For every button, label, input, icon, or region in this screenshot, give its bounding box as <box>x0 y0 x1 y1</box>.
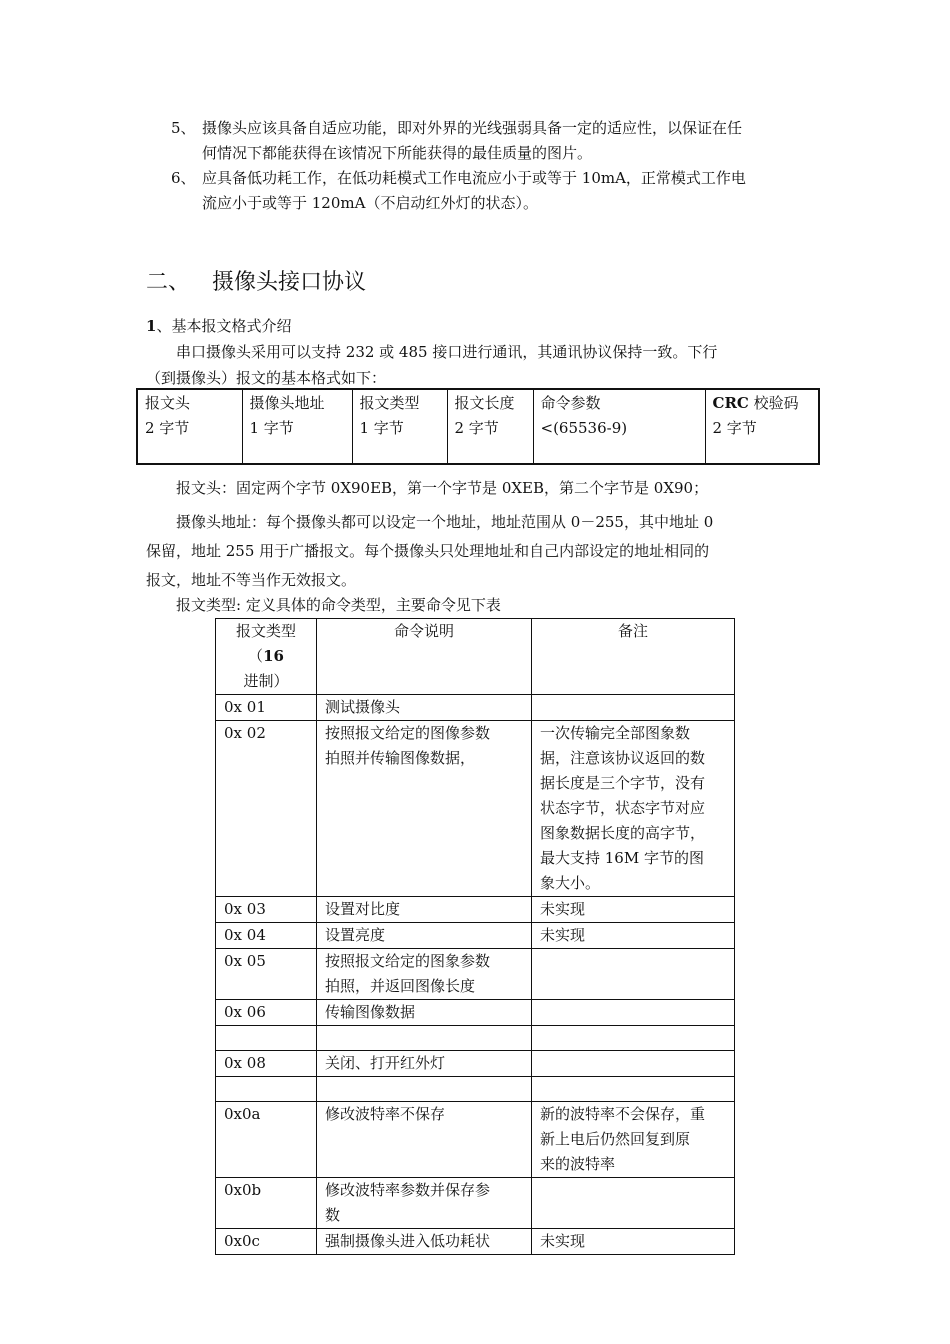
format-cell: 命令参数 <(65536-9) <box>533 389 705 464</box>
cmd-desc: 修改波特率不保存 <box>317 1102 532 1178</box>
cmd-code: 0x 04 <box>216 923 317 949</box>
section-heading <box>146 268 366 298</box>
cmd-code: 0x 05 <box>216 949 317 1000</box>
cmd-code: 0x 08 <box>216 1051 317 1077</box>
cmd-note <box>532 1000 735 1026</box>
desc-address-line: 保留，地址 255 用于广播报文。每个摄像头只处理地址和自己内部设定的地址相同的 <box>146 542 710 560</box>
subsection-number: 1 <box>146 317 157 335</box>
cmd-code: 0x 02 <box>216 721 317 897</box>
cmd-code: 0x 06 <box>216 1000 317 1026</box>
cmd-desc: 测试摄像头 <box>317 695 532 721</box>
table-row <box>216 1229 735 1255</box>
cmd-desc: 设置对比度 <box>317 897 532 923</box>
table-row <box>216 1026 735 1051</box>
subsection-heading <box>146 314 291 339</box>
table-row <box>216 923 735 949</box>
cmd-desc: 修改波特率参数并保存参 数 <box>317 1178 532 1229</box>
desc-address <box>146 508 806 595</box>
format-cell: 报文类型 1 字节 <box>352 389 447 464</box>
desc-type: 报文类型: 定义具体的命令类型，主要命令见下表 <box>176 596 501 614</box>
cmd-desc: 按照报文给定的图象参数 拍照，并返回图像长度 <box>317 949 532 1000</box>
cmd-note: 未实现 <box>532 1229 735 1255</box>
header-type: 报文类型 （16 进制） <box>216 619 317 695</box>
table-row <box>216 721 735 897</box>
cmd-desc: 按照报文给定的图像参数 拍照并传输图像数据， <box>317 721 532 897</box>
cmd-desc: 关闭、打开红外灯 <box>317 1051 532 1077</box>
cmd-desc <box>317 1077 532 1102</box>
list-number: 6、 <box>171 169 196 187</box>
cmd-note <box>532 695 735 721</box>
cmd-code <box>216 1026 317 1051</box>
intro-paragraph <box>146 339 806 391</box>
header-note: 备注 <box>532 619 735 695</box>
table-row <box>216 949 735 1000</box>
section-number: 二、 <box>146 270 191 295</box>
cmd-note: 未实现 <box>532 923 735 949</box>
desc-address-line: 报文，地址不等当作无效报文。 <box>146 571 357 589</box>
cmd-desc: 传输图像数据 <box>317 1000 532 1026</box>
cmd-note <box>532 949 735 1000</box>
cmd-note <box>532 1077 735 1102</box>
section-title: 摄像头接口协议 <box>212 270 367 295</box>
format-cell: 摄像头地址 1 字节 <box>242 389 352 464</box>
list-text-line: 何情况下都能获得在该情况下所能获得的最佳质量的图片。 <box>202 144 593 162</box>
cmd-note <box>532 1178 735 1229</box>
cmd-note: 新的波特率不会保存，重 新上电后仍然回复到原 来的波特率 <box>532 1102 735 1178</box>
cmd-code: 0x0c <box>216 1229 317 1255</box>
cmd-note <box>532 1051 735 1077</box>
cmd-note: 一次传输完全部图象数 据，注意该协议返回的数 据长度是三个字节，没有 状态字节，状态字节对应 图象数据长度的高字节， 最大支持 16M 字节的图 象大小。 <box>532 721 735 897</box>
desc-address-line: 摄像头地址：每个摄像头都可以设定一个地址，地址范围从 0－255，其中地址 0 <box>176 513 714 531</box>
list-text-line: 流应小于或等于 120mA（不启动红外灯的状态）。 <box>202 194 538 212</box>
subsection-title: 、基本报文格式介绍 <box>156 317 292 335</box>
intro-line: （到摄像头）报文的基本格式如下： <box>146 369 387 387</box>
table-row <box>216 1051 735 1077</box>
table-row <box>216 897 735 923</box>
list-item-6 <box>171 166 811 216</box>
list-number: 5、 <box>171 119 196 137</box>
command-table <box>215 618 735 1255</box>
cmd-note <box>532 1026 735 1051</box>
cmd-code: 0x 01 <box>216 695 317 721</box>
cmd-code: 0x0b <box>216 1178 317 1229</box>
cmd-desc: 强制摄像头进入低功耗状 <box>317 1229 532 1255</box>
command-header-row <box>216 619 735 695</box>
cmd-desc <box>317 1026 532 1051</box>
table-row <box>216 1102 735 1178</box>
cmd-code: 0x0a <box>216 1102 317 1178</box>
cmd-code: 0x 03 <box>216 897 317 923</box>
cmd-note: 未实现 <box>532 897 735 923</box>
format-cell: 报文头 2 字节 <box>137 389 242 464</box>
list-item-5 <box>171 116 811 166</box>
desc-header: 报文头：固定两个字节 0X90EB，第一个字节是 0XEB，第二个字节是 0X90； <box>176 479 709 497</box>
cmd-desc: 设置亮度 <box>317 923 532 949</box>
list-text-line: 摄像头应该具备自适应功能，即对外界的光线强弱具备一定的适应性，以保证在任 <box>202 119 743 137</box>
table-row <box>216 1000 735 1026</box>
table-row <box>216 695 735 721</box>
cmd-code <box>216 1077 317 1102</box>
message-format-table <box>136 388 820 465</box>
format-cell: CRC 校验码 2 字节 <box>705 389 819 464</box>
format-row <box>137 389 819 464</box>
table-row <box>216 1178 735 1229</box>
header-desc: 命令说明 <box>317 619 532 695</box>
format-cell: 报文长度 2 字节 <box>447 389 533 464</box>
table-row <box>216 1077 735 1102</box>
intro-line: 串口摄像头采用可以支持 232 或 485 接口进行通讯，其通讯协议保持一致。下行 <box>176 343 718 361</box>
list-text-line: 应具备低功耗工作，在低功耗模式工作电流应小于或等于 10mA，正常模式工作电 <box>202 169 746 187</box>
